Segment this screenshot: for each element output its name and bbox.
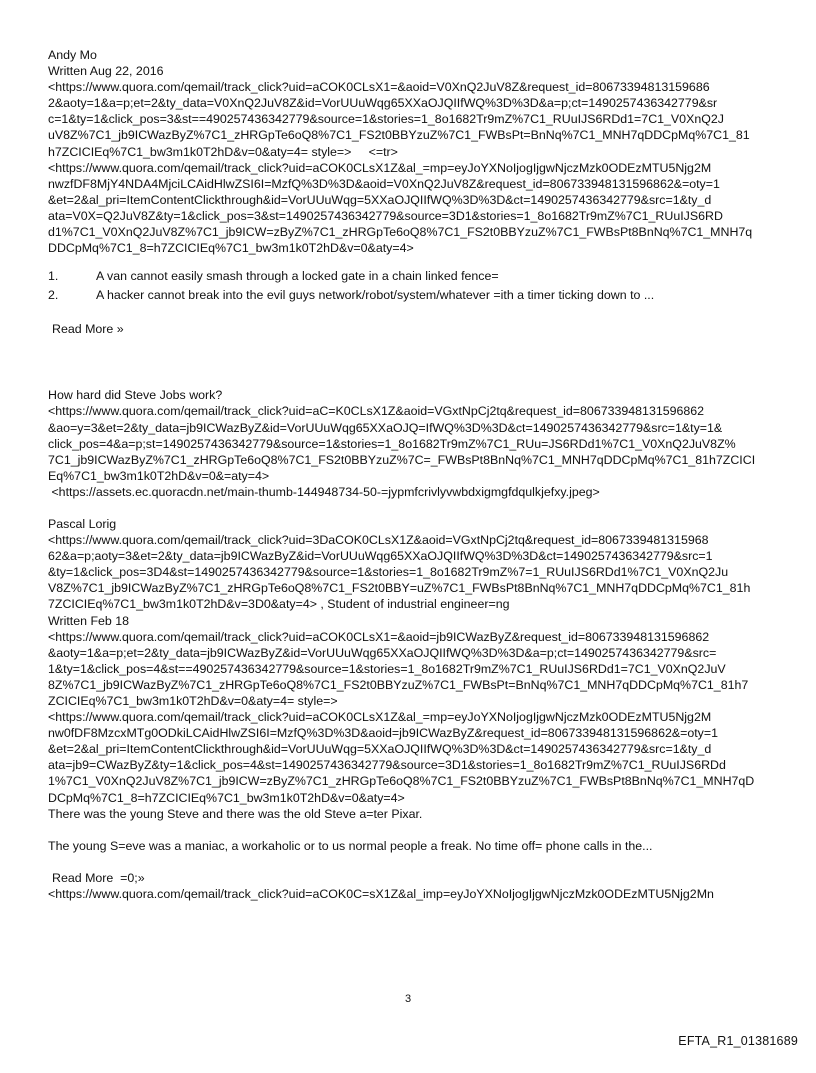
- entry2-link-line: 7C1_jb9ICWazByZ%7C1_zHRGpTe6oQ8%7C1_FS2t0BBYzuZ%7C=_FWBsPt8BnNq%7C1_MNH7qDDCpMq%7C1_81h7ZCICI: [48, 452, 756, 467]
- document-id-footer: EFTA_R1_01381689: [678, 1034, 798, 1048]
- entry1-written-date: Written Aug 22, 2016: [48, 64, 164, 79]
- entry3-written-date: Written Feb 18: [48, 613, 130, 628]
- list-item-text: A van cannot easily smash through a locked gate in a chain linked fence=: [96, 269, 499, 284]
- entry3-link-line: V8Z%7C1_jb9ICWazByZ%7C1_zHRGpTe6oQ8%7C1_FS2t0BBY=uZ%7C1_FWBsPt8BnNq%7C1_MNH7qDDCpMq%7C1_81h: [48, 581, 751, 596]
- entry3-author: Pascal Lorig: [48, 516, 117, 531]
- entry3-link-block-b: [48, 629, 778, 806]
- list-item: [48, 267, 778, 286]
- entry2-thumbnail-link: <https://assets.ec.quoracdn.net/main-thumb-144948734-50-=jypmfcrivlyvwbdxigmgfdqulkjefxy.jpeg>: [48, 484, 600, 499]
- entry3-final-link-line: <https://www.quora.com/qemail/track_click?uid=aCOK0C=sX1Z&al_imp=eyJoYXNoIjogIjgwNjczMzk0ODEzMTU5Njg2Mn: [48, 886, 714, 901]
- entry3-link-block-a: [48, 532, 778, 612]
- entry2-link-line: click_pos=4&a=p;st=1490257436342779&source=1&stories=1_8o1682Tr9mZ%7C1_RUu=JS6RDd1%7C1_V0XnQ2JuV8Z%: [48, 436, 736, 451]
- entry3-link-line: <https://www.quora.com/qemail/track_click?uid=3DaCOK0CLsX1Z&aoid=VGxtNpCj2tq&request_id=8067339481315968: [48, 533, 709, 548]
- entry3-link-line: &aoty=1&a=p;et=2&ty_data=jb9ICWazByZ&id=VorUUuWqg65XXaOJQIIfWQ%3D%3D&a=p;ct=1490257436342779&src=: [48, 645, 717, 660]
- entry1-link-line: uV8Z%7C1_jb9ICWazByZ%7C1_zHRGpTe6oQ8%7C1_FS2t0BBYzuZ%7C1_FWBsPt=BnNq%7C1_MNH7qDDCpMq%7C1_81: [48, 128, 750, 143]
- entry2-question-title[interactable]: How hard did Steve Jobs work?: [48, 388, 223, 403]
- entry3-link-line: &ty=1&click_pos=3D4&st=1490257436342779&source=1&stories=1_8o1682Tr9mZ%7=1_RUuIJS6RDd1%7C1_V0XnQ2Ju: [48, 565, 729, 580]
- entry1-link-line: &et=2&al_pri=ItemContentClickthrough&id=VorUUuWqg=5XXaOJQIIfWQ%3D%3D&ct=1490257436342779&src=1&ty_d: [48, 192, 712, 207]
- entry3-link-line: <https://www.quora.com/qemail/track_click?uid=aCOK0CLsX1=&aoid=jb9ICWazByZ&request_id=806733948131596862: [48, 629, 710, 644]
- entry3-link-line: 1%7C1_V0XnQ2JuV8Z%7C1_jb9ICW=zByZ%7C1_zHRGpTe6oQ8%7C1_FS2t0BBYzuZ%7C1_FWBsPt8BnNq%7C1_MNH7qD: [48, 774, 755, 789]
- list-item-number: 2.: [48, 288, 59, 303]
- page-number: 3: [404, 993, 412, 1005]
- entry3-link-line: nw0fDF8MzcxMTg0ODkiLCAidHlwZSI6I=MzfQ%3D%3D&aoid=jb9ICWazByZ&request_id=806733948131596862&=oty=1: [48, 726, 719, 741]
- list-item-number: 1.: [48, 269, 59, 284]
- list-item: [48, 286, 778, 305]
- entry1-link-line: h7ZCICIEq%7C1_bw3m1k0T2hD&v=0&aty=4= style=> <=tr>: [48, 144, 398, 159]
- entry1-link-line: d1%7C1_V0XnQ2JuV8Z%7C1_jb9ICW=zByZ%7C1_zHRGpTe6oQ8%7C1_FS2t0BBYzuZ%7C1_FWBsPt8BnNq%7C1_MNH7q: [48, 225, 753, 240]
- entry3-link-line: &et=2&al_pri=ItemContentClickthrough&id=VorUUuWqg=5XXaOJQIIfWQ%3D%3D&ct=1490257436342779&src=1&ty_d: [48, 742, 712, 757]
- entry3-link-line: 8Z%7C1_jb9ICWazByZ%7C1_zHRGpTe6oQ8%7C1_FS2t0BBYzuZ%7C1_FWBsPt=BnNq%7C1_MNH7qDDCpMq%7C1_81h7: [48, 677, 749, 692]
- entry3-link-line: 62&a=p;aoty=3&et=2&ty_data=jb9ICWazByZ&id=VorUUuWqg65XXaOJQIIfWQ%3D%3D&ct=1490257436342779&src=1: [48, 549, 713, 564]
- entry1-link-line: <https://www.quora.com/qemail/track_click?uid=aCOK0CLsX1Z&al_=mp=eyJoYXNoIjogIjgwNjczMzk0ODEzMTU5Njg2M: [48, 160, 712, 175]
- entry3-paragraph: The young S=eve was a maniac, a workaholic or to us normal people a freak. No time off= phone calls in the...: [48, 838, 653, 853]
- entry3-link-line: DCpMq%7C1_8=h7ZCICIEq%7C1_bw3m1k0T2hD&v=0&aty=4>: [48, 790, 405, 805]
- entry1-link-line: 2&aoty=1&a=p;et=2&ty_data=V0XnQ2JuV8Z&id=VorUUuWqg65XXaOJQIIfWQ%3D%3D&a=p;ct=1490257436342779&sr: [48, 96, 718, 111]
- entry2-link-line: Eq%7C1_bw3m1k0T2hD&v=0&=aty=4>: [48, 468, 270, 483]
- entry1-link-line: c=1&ty=1&click_pos=3&st==490257436342779&source=1&stories=1_8o1682Tr9mZ%7C1_RUuIJS6RDd1=7C1_V0XnQ2J: [48, 112, 724, 127]
- entry1-author: Andy Mo: [48, 48, 97, 62]
- entry3-link-line: 7ZCICIEq%7C1_bw3m1k0T2hD&v=3D0&aty=4> , Student of industrial engineer=ng: [48, 597, 510, 612]
- entry1-numbered-list: [48, 267, 778, 305]
- list-item-text: A hacker cannot break into the evil guys network/robot/system/whatever =ith a timer ticking down to ...: [96, 288, 655, 303]
- entry3-read-more-link[interactable]: Read More =0;»: [52, 870, 145, 885]
- entry3-link-line: ata=jb9=CWazByZ&ty=1&click_pos=4&st=1490257436342779&source=3D1&stories=1_8o1682Tr9mZ%7C1_RUuIJS6RDd: [48, 758, 726, 773]
- entry3-link-line: ZCICIEq%7C1_bw3m1k0T2hD&v=0&aty=4= style=>: [48, 694, 338, 708]
- entry3-link-line: <https://www.quora.com/qemail/track_click?uid=aCOK0CLsX1Z&al_=mp=eyJoYXNoIjogIjgwNjczMzk0ODEzMTU5Njg2M: [48, 710, 712, 725]
- entry1-link-line: nwzfDF8MjY4NDA4MjciLCAidHlwZSI6I=MzfQ%3D%3D&aoid=V0XnQ2JuV8Z&request_id=806733948131596862&=oty=1: [48, 176, 720, 191]
- entry2-link-line: &ao=y=3&et=2&ty_data=jb9ICWazByZ&id=VorUUuWqg65XXaOJQ=IfWQ%3D%3D&ct=1490257436342779&src=1&ty=1&: [48, 420, 723, 435]
- entry1-link-line: ata=V0X=Q2JuV8Z&ty=1&click_pos=3&st=1490257436342779&source=3D1&stories=1_8o1682Tr9mZ%7C1_RUuIJS6RD: [48, 208, 723, 223]
- entry2-link-block: [48, 403, 778, 500]
- entry1-link-line: <https://www.quora.com/qemail/track_click?uid=aCOK0CLsX1=&aoid=V0XnQ2JuV8Z&request_id=80673394813159686: [48, 80, 710, 95]
- entry1-read-more-link[interactable]: Read More »: [52, 322, 124, 337]
- entry3-paragraph: There was the young Steve and there was the old Steve a=ter Pixar.: [48, 806, 423, 821]
- entry3-link-line: 1&ty=1&click_pos=4&st==490257436342779&source=1&stories=1_8o1682Tr9mZ%7C1_RUuIJS6RDd1=7C1_V0XnQ2JuV: [48, 661, 726, 676]
- entry1-link-block: [48, 79, 778, 256]
- entry2-link-line: <https://www.quora.com/qemail/track_click?uid=aC=K0CLsX1Z&aoid=VGxtNpCj2tq&request_id=806733948131596862: [48, 404, 705, 419]
- document-body: [48, 47, 778, 902]
- entry1-link-line: DDCpMq%7C1_8=h7ZCICIEq%7C1_bw3m1k0T2hD&v=0&aty=4>: [48, 241, 414, 256]
